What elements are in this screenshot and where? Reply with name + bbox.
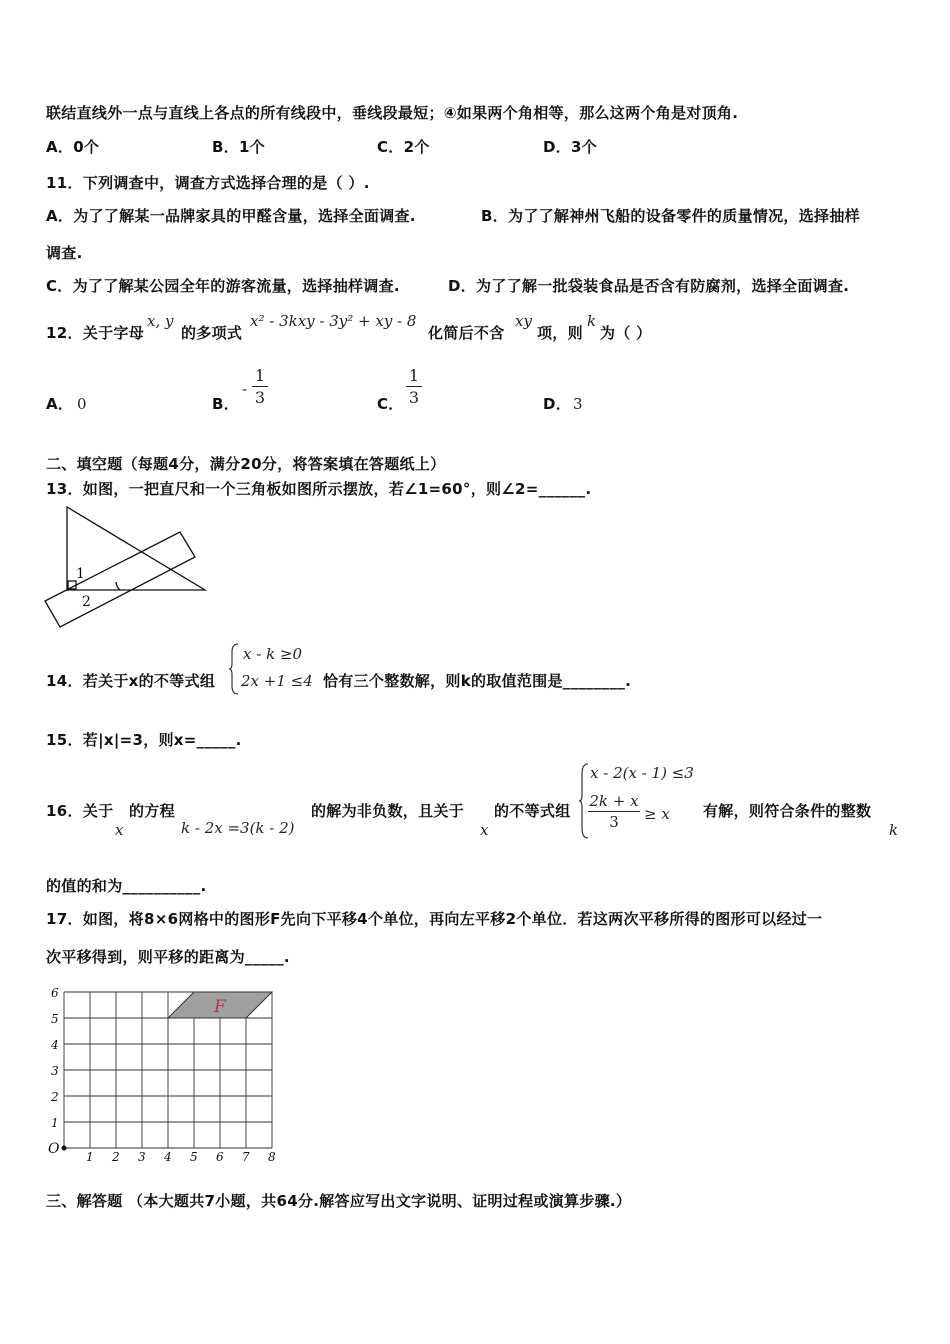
q10-option-d: D．3个 [543,138,598,156]
q11-option-c: C．为了了解某公园全年的游客流量，选择抽样调查. [46,277,400,295]
x-tick-label: 3 [138,1150,146,1162]
origin-dot [62,1146,67,1151]
origin-label: O [48,1141,60,1157]
q17-grid-figure [40,972,290,1162]
y-tick-label: 4 [51,1038,59,1052]
q15-text: 15．若|x|=3，则x=_____. [46,731,242,749]
q16-inequality-2-fraction [588,792,640,831]
q12-option-a-label: A． [46,395,74,413]
q12-option-c-fraction [406,366,422,407]
q16-fraction-denominator: 3 [609,813,619,831]
q12-option-c-denominator: 3 [408,388,420,407]
q16-part4: 的不等式组 [494,802,571,820]
q12-part4: 项，则 [537,324,583,342]
x-tick-label: 1 [86,1150,94,1162]
q12-option-b-label: B． [212,395,240,413]
y-tick-label: 2 [51,1090,59,1104]
angle2-label: 2 [82,594,91,610]
q16-inequality-2-rhs: ≥ x [644,805,670,823]
q16-equation: k - 2x =3(k - 2) [181,819,295,837]
q10-option-a: A．0个 [46,138,100,156]
q12-polynomial: x² - 3kxy - 3y² + xy - 8 [250,312,417,330]
q10-option-c: C．2个 [377,138,430,156]
q16-var-k: k [889,821,899,839]
x-tick-label: 4 [164,1150,172,1162]
q12-part2: 的多项式 [181,324,243,342]
q13-figure [40,502,210,634]
q14-part1: 14．若关于x的不等式组 [46,672,216,690]
q12-option-a-value: 0 [77,395,87,413]
q13-text: 13．如图，一把直尺和一个三角板如图所示摆放，若∠1=60°，则∠2=______. [46,480,592,498]
x-tick-label: 5 [190,1150,198,1162]
q12-term: xy [515,312,532,330]
fraction-bar [406,386,422,387]
y-tick-label: 6 [51,986,59,1000]
q16-part2: 的方程 [129,802,175,820]
q16-part6: 的值的和为__________. [46,877,207,895]
q16-var-x1: x [115,821,124,839]
fraction-bar [588,811,640,812]
q12-part3: 化简后不含 [428,324,505,342]
q12-part5: 为（ ） [600,324,652,342]
q12-option-c-numerator: 1 [408,366,420,385]
q11-option-a: A．为了了解某一品牌家具的甲醛含量，选择全面调查. [46,207,416,225]
q11-option-b-cont: 调查. [46,244,83,262]
section3-heading: 三、解答题 （本大题共7小题，共64分.解答应写出文字说明、证明过程或演算步骤.） [46,1192,632,1210]
triangle-ruler [67,507,205,590]
q11-stem: 11．下列调查中，调查方式选择合理的是（ ）. [46,174,370,192]
q11-option-d: D．为了了解一批袋装食品是否含有防腐剂，选择全面调查. [448,277,850,295]
fraction-bar [252,386,268,387]
q16-part5: 有解，则符合条件的整数 [703,802,872,820]
q12-option-b-denominator: 3 [254,388,266,407]
y-tick-label: 3 [51,1064,59,1078]
shape-f-label: F [214,997,226,1017]
y-tick-label: 1 [51,1116,59,1130]
angle2-arc [116,582,120,590]
q16-part3: 的解为非负数，且关于 [311,802,465,820]
x-tick-label: 8 [268,1150,276,1162]
q12-option-d-label: D． [543,395,572,413]
q12-option-b-numerator: 1 [254,366,266,385]
q10-option-b: B．1个 [212,138,266,156]
y-tick-label: 5 [51,1012,59,1026]
q16-inequality-1: x - 2(x - 1) ≤3 [590,764,694,782]
section2-heading: 二、填空题（每题4分，满分20分，将答案填在答题纸上） [46,455,446,473]
angle1-label: 1 [76,566,85,582]
q14-brace [228,642,240,696]
q14-inequality-1: x - k ≥0 [243,645,303,663]
q16-fraction-numerator: 2k + x [589,792,639,810]
q12-option-b-fraction [252,366,268,407]
q10-text: 联结直线外一点与直线上各点的所有线段中，垂线段最短；④如果两个角相等，那么这两个角是对顶角. [46,104,739,122]
q12-option-c-label: C． [377,395,404,413]
q16-part1: 16．关于 [46,802,114,820]
x-tick-labels [86,1150,276,1162]
q12-vars: x, y [147,312,174,330]
q14-inequality-2: 2x +1 ≤4 [241,672,313,690]
q12-option-d-value: 3 [573,395,583,413]
q17-text-line2: 次平移得到，则平移的距离为_____. [46,948,290,966]
q16-var-x2: x [480,821,489,839]
q12-k: k [587,312,597,330]
q12-option-b-sign: - [242,380,248,398]
x-tick-label: 7 [242,1150,250,1162]
x-tick-label: 2 [112,1150,120,1162]
q17-text-line1: 17．如图，将8×6网格中的图形F先向下平移4个单位，再向左平移2个单位．若这两次平移所得的图形可以经过一 [46,910,823,928]
q14-part2: 恰有三个整数解，则k的取值范围是________. [323,672,632,690]
q11-option-b: B．为了了解神州飞船的设备零件的质量情况，选择抽样 [481,207,860,225]
x-tick-label: 6 [216,1150,224,1162]
q12-part1: 12．关于字母 [46,324,144,342]
y-tick-labels [50,986,59,1130]
